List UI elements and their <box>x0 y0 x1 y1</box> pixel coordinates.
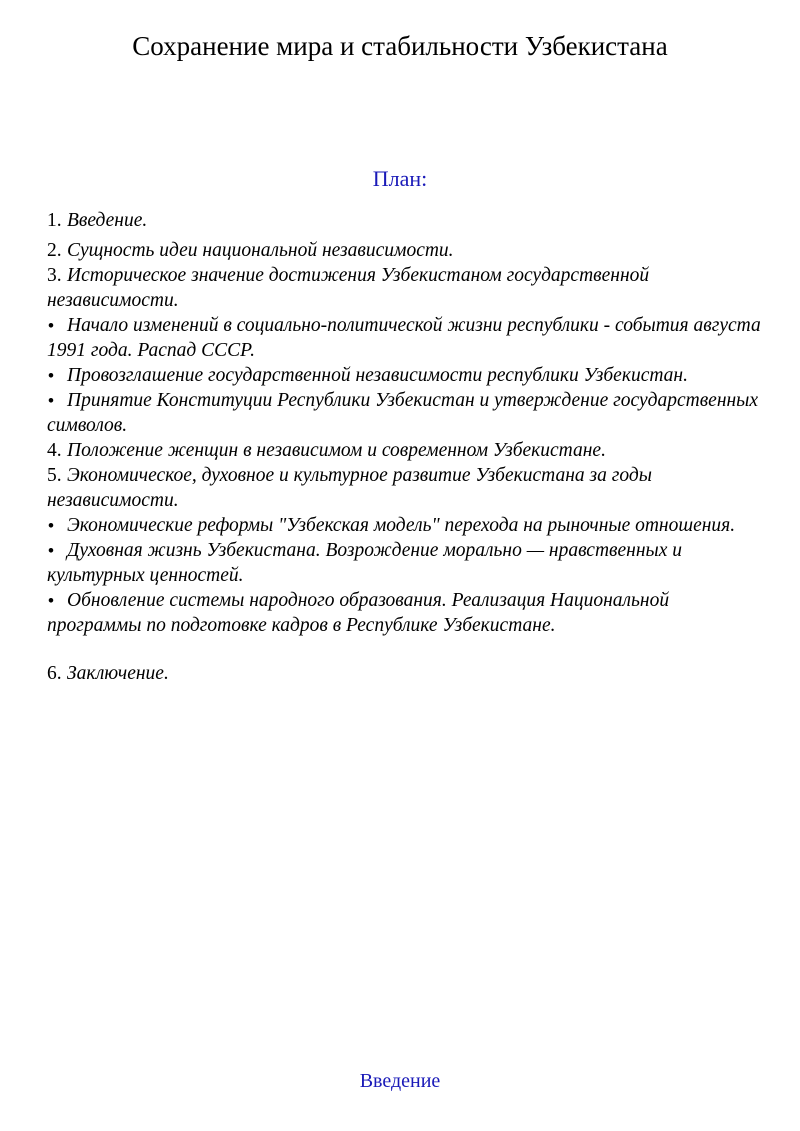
list-item <box>47 238 767 263</box>
section-heading-introduction: Введение <box>359 1070 441 1092</box>
list-item-text: Духовная жизнь Узбекистана. Возрождение морально — нравственных и культурных ценностей. <box>47 540 682 586</box>
list-item-text: Принятие Конституции Республики Узбекистан и утверждение государственных символов. <box>47 390 759 436</box>
list-item-text: Заключение. <box>67 663 169 684</box>
list-item-text: Провозглашение государственной независимости республики Узбекистан. <box>67 365 688 386</box>
list-item <box>47 363 767 388</box>
bullet-icon: • <box>48 316 54 335</box>
list-item-text: Начало изменений в социально-политической жизни республики - события августа 1991 года. Распад СССР. <box>47 315 761 361</box>
list-item-text: Обновление системы народного образования. Реализация Национальной программы по подготовке кадров в Республике Узбекистане. <box>47 590 670 636</box>
bullet-icon: • <box>48 516 54 535</box>
list-item <box>47 463 767 513</box>
page-title: Сохранение мира и стабильности Узбекистана <box>132 31 668 61</box>
list-item-marker: 2. <box>47 240 62 261</box>
plan-list <box>47 208 767 686</box>
bullet-icon: • <box>48 541 54 560</box>
list-item <box>47 513 767 538</box>
list-item <box>47 538 767 588</box>
list-item <box>47 263 767 313</box>
list-item-text: Историческое значение достижения Узбекистаном государственной независимости. <box>47 265 650 311</box>
list-item-marker: 4. <box>47 440 62 461</box>
list-item <box>47 661 767 686</box>
plan-heading: План: <box>372 166 428 191</box>
list-item-text: Введение. <box>67 210 148 231</box>
bullet-icon: • <box>48 391 54 410</box>
list-item-marker: 1. <box>47 210 62 231</box>
list-item-marker: 3. <box>47 265 62 286</box>
list-item <box>47 388 767 438</box>
list-item <box>47 588 767 638</box>
list-item-text: Экономическое, духовное и культурное развитие Узбекистана за годы независимости. <box>47 465 652 511</box>
list-item-marker: 6. <box>47 663 62 684</box>
list-item <box>47 313 767 363</box>
list-item-marker: 5. <box>47 465 62 486</box>
bullet-icon: • <box>48 366 54 385</box>
list-item-text: Экономические реформы "Узбекская модель" перехода на рыночные отношения. <box>67 515 736 536</box>
list-item <box>47 208 767 233</box>
list-item-text: Сущность идеи национальной независимости. <box>67 240 454 261</box>
list-item-text: Положение женщин в независимом и современном Узбекистане. <box>67 440 606 461</box>
list-item <box>47 438 767 463</box>
bullet-icon: • <box>48 591 54 610</box>
